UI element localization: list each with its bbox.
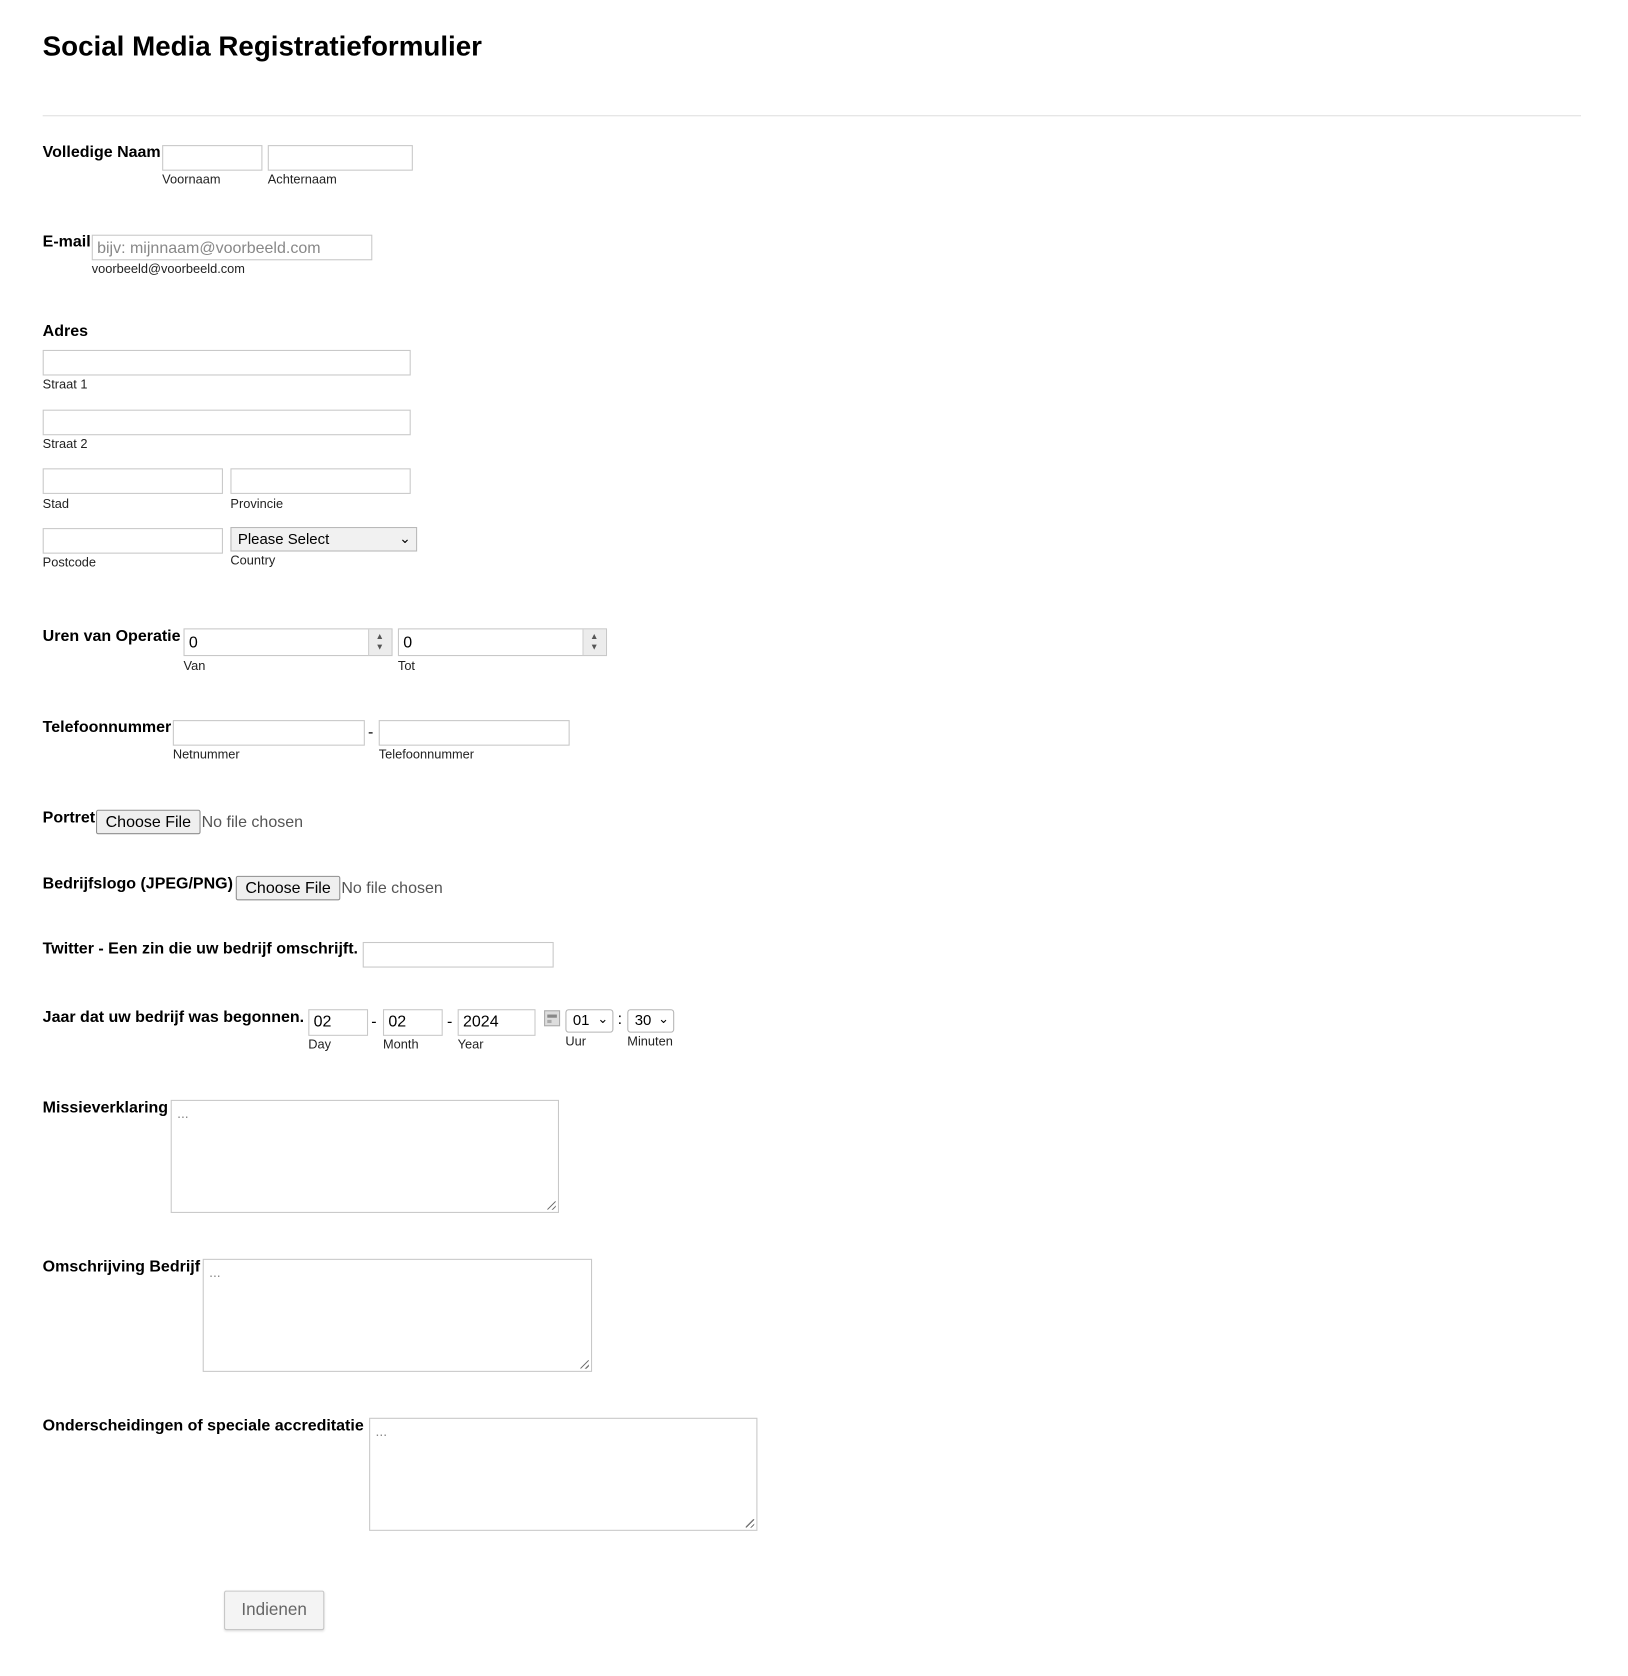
- phone-separator: -: [368, 723, 374, 742]
- hours-from-value: 0: [188, 633, 198, 652]
- hours-to-spinner[interactable]: [582, 629, 605, 655]
- founded-day-sublabel: Day: [308, 1036, 332, 1052]
- divider: [43, 115, 1581, 116]
- founded-year-value: 2024: [462, 1012, 499, 1031]
- city-input[interactable]: [43, 468, 223, 494]
- date-separator: -: [446, 1012, 453, 1031]
- founded-month-input[interactable]: [383, 1009, 443, 1036]
- hours-to-value: 0: [403, 633, 413, 652]
- country-select-value: Please Select: [237, 530, 330, 548]
- email-input[interactable]: [92, 235, 373, 261]
- last-name-input[interactable]: [268, 145, 413, 171]
- founded-label: Jaar dat uw bedrijf was begonnen.: [42, 1008, 305, 1027]
- founded-month-sublabel: Month: [382, 1036, 419, 1052]
- founded-year-sublabel: Year: [457, 1036, 484, 1052]
- description-placeholder: ...: [209, 1264, 221, 1281]
- first-name-input[interactable]: [162, 145, 262, 171]
- logo-file-status: No file chosen: [341, 879, 443, 898]
- chevron-down-icon: ⌄: [399, 530, 411, 547]
- spin-down-icon[interactable]: ▼: [589, 642, 599, 652]
- founded-day-input[interactable]: [308, 1009, 368, 1036]
- province-sublabel: Provincie: [230, 496, 284, 511]
- awards-textarea[interactable]: [369, 1418, 757, 1531]
- phone-number-input[interactable]: [379, 720, 570, 746]
- date-separator: -: [371, 1012, 377, 1031]
- mission-label: Missieverklaring: [42, 1098, 169, 1117]
- postcode-sublabel: Postcode: [42, 554, 97, 570]
- resize-grip-icon[interactable]: [746, 1519, 755, 1528]
- time-separator: :: [617, 1010, 623, 1029]
- country-select[interactable]: [230, 527, 417, 552]
- founded-hour-select[interactable]: [565, 1009, 613, 1032]
- chevron-down-icon: ⌄: [658, 1011, 669, 1027]
- calendar-icon[interactable]: [544, 1010, 560, 1026]
- founded-day-value: 02: [313, 1012, 332, 1031]
- founded-month-value: 02: [388, 1012, 407, 1031]
- postcode-input[interactable]: [43, 528, 223, 554]
- country-sublabel: Country: [230, 552, 276, 568]
- phone-label: Telefoonnummer: [42, 717, 172, 737]
- email-label: E-mail: [42, 232, 91, 251]
- resize-grip-icon[interactable]: [547, 1201, 556, 1210]
- founded-year-input[interactable]: [458, 1009, 536, 1036]
- hours-to-input[interactable]: [398, 628, 607, 656]
- logo-label: Bedrijfslogo (JPEG/PNG): [42, 874, 233, 893]
- founded-hour-value: 01: [572, 1011, 590, 1029]
- logo-choose-file-button[interactable]: Choose File: [236, 876, 341, 901]
- province-input[interactable]: [230, 468, 410, 494]
- email-sublabel: voorbeeld@voorbeeld.com: [91, 261, 245, 277]
- founded-hour-sublabel: Uur: [565, 1033, 587, 1049]
- hours-label: Uren van Operatie: [42, 627, 181, 646]
- portrait-file-status: No file chosen: [201, 812, 304, 832]
- portrait-label: Portret: [42, 808, 96, 827]
- street2-input[interactable]: [43, 410, 411, 436]
- portrait-choose-file-button[interactable]: Choose File: [96, 810, 201, 835]
- address-label: Adres: [42, 322, 89, 341]
- phone-number-sublabel: Telefoonnummer: [378, 746, 475, 762]
- founded-minute-select[interactable]: [627, 1009, 674, 1032]
- chevron-down-icon: ⌄: [597, 1011, 609, 1027]
- hours-from-sublabel: Van: [183, 658, 206, 674]
- mission-textarea[interactable]: [171, 1100, 559, 1213]
- street1-sublabel: Straat 1: [42, 376, 88, 392]
- spin-down-icon[interactable]: ▼: [375, 642, 384, 652]
- phone-area-sublabel: Netnummer: [172, 746, 240, 762]
- last-name-sublabel: Achternaam: [267, 171, 337, 187]
- first-name-sublabel: Voornaam: [162, 171, 221, 187]
- city-sublabel: Stad: [42, 496, 70, 511]
- twitter-input[interactable]: [363, 942, 554, 968]
- awards-label: Onderscheidingen of speciale accreditatie: [42, 1416, 364, 1435]
- hours-to-sublabel: Tot: [397, 658, 416, 674]
- page-title: Social Media Registratieformulier: [42, 29, 482, 62]
- awards-placeholder: ...: [375, 1423, 388, 1440]
- phone-area-input[interactable]: [173, 720, 365, 746]
- street1-input[interactable]: [43, 350, 411, 376]
- full-name-label: Volledige Naam: [42, 142, 161, 162]
- street2-sublabel: Straat 2: [42, 436, 88, 452]
- description-label: Omschrijving Bedrijf: [42, 1257, 201, 1276]
- description-textarea[interactable]: [203, 1259, 592, 1372]
- resize-grip-icon[interactable]: [580, 1360, 589, 1369]
- mission-placeholder: ...: [177, 1105, 189, 1122]
- hours-from-input[interactable]: [183, 628, 392, 656]
- spin-up-icon[interactable]: ▲: [589, 631, 599, 642]
- founded-minute-value: 30: [634, 1011, 652, 1029]
- founded-minute-sublabel: Minuten: [627, 1033, 673, 1049]
- submit-button[interactable]: Indienen: [224, 1591, 324, 1630]
- twitter-label: Twitter - Een zin die uw bedrijf omschrijft.: [42, 939, 358, 958]
- hours-from-spinner[interactable]: [368, 629, 391, 655]
- spin-up-icon[interactable]: ▲: [375, 631, 384, 642]
